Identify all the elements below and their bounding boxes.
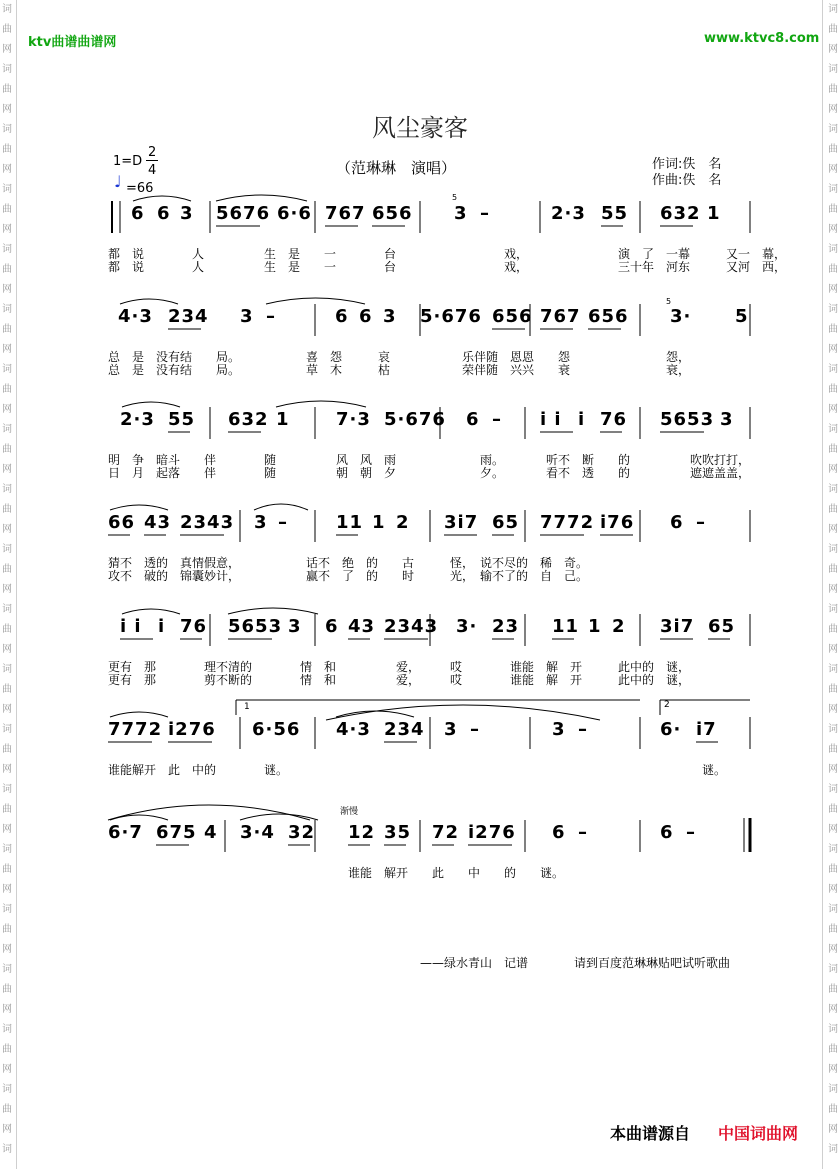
side-watermark-char: 词 bbox=[828, 424, 838, 435]
side-watermark-char: 曲 bbox=[828, 444, 838, 455]
side-watermark-char: 网 bbox=[2, 704, 12, 715]
side-watermark-char: 词 bbox=[2, 844, 12, 855]
phrase-slur bbox=[326, 705, 600, 720]
lyric-line: 更有 那 剪不断的 情 和 爱， 哎 谁能 解 开 此中的 谜， bbox=[108, 673, 691, 687]
side-watermark-char: 曲 bbox=[828, 24, 838, 35]
side-watermark-char: 曲 bbox=[2, 984, 12, 995]
side-watermark-char: 网 bbox=[828, 764, 838, 775]
note: 632 bbox=[228, 409, 269, 430]
note: 6·56 bbox=[252, 719, 301, 740]
listen-note: 请到百度范琳琳贴吧试听歌曲 bbox=[574, 956, 731, 970]
note: 35 bbox=[384, 822, 412, 843]
note: 3 bbox=[383, 306, 397, 327]
side-watermark-char: 词 bbox=[828, 1084, 838, 1095]
note: 1 bbox=[588, 616, 602, 637]
side-watermark-char: 曲 bbox=[828, 1044, 838, 1055]
side-watermark-char: 曲 bbox=[2, 1104, 12, 1115]
side-watermark-char: 词 bbox=[828, 184, 838, 195]
note: 76 bbox=[180, 616, 208, 637]
note: 5676 bbox=[216, 203, 271, 224]
side-watermark-char: 词 bbox=[2, 124, 12, 135]
side-watermark-char: 网 bbox=[2, 1004, 12, 1015]
side-watermark-char: 网 bbox=[2, 764, 12, 775]
side-watermark-char: 曲 bbox=[2, 384, 12, 395]
side-watermark-char: 曲 bbox=[2, 144, 12, 155]
note: 6 bbox=[131, 203, 145, 224]
side-watermark-char: 网 bbox=[2, 164, 12, 175]
side-watermark-char: 曲 bbox=[828, 564, 838, 575]
side-watermark-char: 词 bbox=[828, 904, 838, 915]
slur bbox=[110, 712, 168, 717]
note: 5 bbox=[735, 306, 749, 327]
note: 65 bbox=[708, 616, 736, 637]
side-watermark-char: 网 bbox=[828, 284, 838, 295]
side-watermark-char: 网 bbox=[828, 884, 838, 895]
side-watermark-char: 网 bbox=[2, 344, 12, 355]
side-watermark-char: 曲 bbox=[828, 804, 838, 815]
side-watermark-char: 网 bbox=[828, 44, 838, 55]
side-watermark-char: 曲 bbox=[828, 984, 838, 995]
note: 632 bbox=[660, 203, 701, 224]
lyricist: 作词:佚 名 bbox=[652, 157, 722, 172]
note: 6·7 bbox=[108, 822, 143, 843]
note: 5·676 bbox=[420, 306, 482, 327]
note: 4·3 bbox=[336, 719, 371, 740]
side-watermark-char: 曲 bbox=[828, 744, 838, 755]
side-watermark-char: 网 bbox=[828, 344, 838, 355]
side-watermark-char: 词 bbox=[828, 124, 838, 135]
note: 3 bbox=[288, 616, 302, 637]
side-watermark-char: 词 bbox=[2, 364, 12, 375]
side-watermark-char: 曲 bbox=[2, 324, 12, 335]
side-watermark-char: 网 bbox=[2, 104, 12, 115]
side-watermark-char: 网 bbox=[2, 464, 12, 475]
note: i276 bbox=[168, 719, 216, 740]
side-watermark-char: 词 bbox=[828, 4, 838, 15]
side-watermark-char: 词 bbox=[2, 784, 12, 795]
lyric-line: 总 是 没有结 局。 喜 怨 哀 乐伴随 恩恩 怨 怨， bbox=[108, 350, 691, 364]
grace-note-line1: 5 bbox=[452, 193, 458, 202]
side-watermark-char: 网 bbox=[828, 1004, 838, 1015]
lyric-line: 猜不 透的 真情假意， 话不 绝 的 古 怪， 说不尽的 稀 奇。 bbox=[108, 556, 589, 570]
side-watermark-char: 曲 bbox=[828, 264, 838, 275]
side-watermark-char: 曲 bbox=[828, 504, 838, 515]
note: i7 bbox=[696, 719, 717, 740]
side-watermark-char: 网 bbox=[828, 524, 838, 535]
side-watermark-char: 词 bbox=[828, 724, 838, 735]
note: 1 bbox=[372, 512, 386, 533]
side-watermark-char: 曲 bbox=[2, 24, 12, 35]
composer: 作曲:佚 名 bbox=[652, 173, 722, 188]
side-watermark-char: 曲 bbox=[2, 744, 12, 755]
slur bbox=[110, 505, 168, 510]
note: 656 bbox=[588, 306, 629, 327]
tempo-slow-mark: 渐慢 bbox=[340, 807, 359, 817]
side-watermark-char: 网 bbox=[828, 1064, 838, 1075]
note: 65 bbox=[492, 512, 520, 533]
watermark-left: ktv曲谱曲谱网 bbox=[28, 35, 117, 50]
lyric-line: 都 说 人 生 是 一 台 戏， 演 了 一幕 又一 幕， bbox=[108, 247, 787, 261]
note: 3 bbox=[180, 203, 194, 224]
slur bbox=[228, 608, 318, 614]
slur bbox=[122, 609, 180, 614]
note: i276 bbox=[468, 822, 516, 843]
side-watermark-char: 曲 bbox=[828, 384, 838, 395]
note: – bbox=[696, 512, 706, 533]
side-watermark-char: 词 bbox=[2, 4, 12, 15]
note: 767 bbox=[325, 203, 366, 224]
note: i i bbox=[120, 616, 142, 637]
key-signature: 1=D bbox=[113, 154, 143, 169]
note: 2343 bbox=[180, 512, 235, 533]
side-watermark-char: 曲 bbox=[828, 1104, 838, 1115]
side-watermark-char: 曲 bbox=[2, 864, 12, 875]
lyric-line: 总 是 没有结 局。 草 木 枯 荣伴随 兴兴 衰 衰， bbox=[108, 363, 691, 377]
slur bbox=[122, 402, 180, 407]
tempo-value: =66 bbox=[126, 181, 154, 196]
note: 4·3 bbox=[118, 306, 153, 327]
note: 675 bbox=[156, 822, 197, 843]
note: 12 bbox=[348, 822, 376, 843]
side-watermark-char: 网 bbox=[828, 944, 838, 955]
side-watermark-char: 词 bbox=[828, 964, 838, 975]
side-watermark-char: 网 bbox=[828, 224, 838, 235]
slur bbox=[276, 401, 366, 407]
side-watermark-char: 网 bbox=[2, 644, 12, 655]
side-watermark-char: 网 bbox=[828, 584, 838, 595]
note: 3i7 bbox=[660, 616, 695, 637]
lyric-line: 日 月 起落 伴 随 朝 朝 夕 夕。 看不 透 的 遮遮盖盖， bbox=[108, 466, 751, 480]
side-watermark-char: 词 bbox=[2, 544, 12, 555]
note: 3· bbox=[456, 616, 478, 637]
side-watermark-char: 词 bbox=[2, 424, 12, 435]
transcriber-credit: ——绿水青山 记谱 bbox=[420, 956, 529, 970]
side-watermark-char: 词 bbox=[2, 724, 12, 735]
side-watermark-char: 词 bbox=[2, 904, 12, 915]
note: 7772 bbox=[108, 719, 163, 740]
note: – bbox=[480, 203, 490, 224]
note: 5·676 bbox=[384, 409, 446, 430]
note: 76 bbox=[600, 409, 628, 430]
side-watermark-char: 曲 bbox=[828, 84, 838, 95]
note: 3·4 bbox=[240, 822, 275, 843]
note: 3 bbox=[552, 719, 566, 740]
side-watermark-char: 网 bbox=[828, 824, 838, 835]
source-name: 中国词曲网 bbox=[718, 1124, 799, 1143]
side-watermark-char: 词 bbox=[2, 484, 12, 495]
side-watermark-char: 网 bbox=[828, 644, 838, 655]
slur bbox=[133, 196, 191, 201]
side-watermark-char: 曲 bbox=[2, 444, 12, 455]
side-watermark-char: 曲 bbox=[2, 624, 12, 635]
side-watermark-char: 网 bbox=[828, 104, 838, 115]
side-watermark-char: 词 bbox=[828, 64, 838, 75]
side-watermark-char: 词 bbox=[2, 184, 12, 195]
side-watermark-char: 网 bbox=[2, 224, 12, 235]
side-watermark-char: 词 bbox=[828, 544, 838, 555]
side-watermark-char: 词 bbox=[2, 664, 12, 675]
note: 3 bbox=[454, 203, 468, 224]
side-watermark-char: 词 bbox=[828, 784, 838, 795]
side-watermark-char: 曲 bbox=[828, 924, 838, 935]
note: 3 bbox=[254, 512, 268, 533]
slur bbox=[266, 298, 365, 304]
note: 656 bbox=[492, 306, 533, 327]
side-watermark-char: 网 bbox=[2, 44, 12, 55]
note: 5653 bbox=[660, 409, 715, 430]
side-watermark-char: 网 bbox=[2, 824, 12, 835]
side-watermark-char: 曲 bbox=[2, 564, 12, 575]
time-signature-top: 2 bbox=[148, 145, 157, 160]
note: – bbox=[470, 719, 480, 740]
side-watermark-char: 词 bbox=[828, 484, 838, 495]
note: 2 bbox=[396, 512, 410, 533]
note: 6· bbox=[660, 719, 682, 740]
note: 2·3 bbox=[120, 409, 155, 430]
side-watermark-char: 曲 bbox=[2, 804, 12, 815]
note: 2·3 bbox=[551, 203, 586, 224]
note: 234 bbox=[168, 306, 209, 327]
note: – bbox=[492, 409, 502, 430]
side-watermark-char: 词 bbox=[828, 364, 838, 375]
time-signature-bottom: 4 bbox=[148, 163, 157, 178]
side-watermark-char: 网 bbox=[828, 164, 838, 175]
note: 7·3 bbox=[336, 409, 371, 430]
slur bbox=[216, 195, 307, 201]
side-watermark-char: 词 bbox=[828, 844, 838, 855]
note: 3· bbox=[670, 306, 692, 327]
side-watermark-char: 网 bbox=[828, 704, 838, 715]
note: 55 bbox=[168, 409, 196, 430]
note: 5653 bbox=[228, 616, 283, 637]
grace-note-line2: 5 bbox=[666, 297, 672, 306]
note: 656 bbox=[372, 203, 413, 224]
side-watermark-char: 网 bbox=[2, 584, 12, 595]
side-watermark-char: 词 bbox=[2, 964, 12, 975]
side-watermark-char: 曲 bbox=[828, 684, 838, 695]
side-watermark-char: 网 bbox=[2, 524, 12, 535]
note: 6 bbox=[466, 409, 480, 430]
side-watermark-char: 曲 bbox=[2, 1044, 12, 1055]
note: 2 bbox=[612, 616, 626, 637]
source-label: 本曲谱源自 bbox=[610, 1124, 691, 1143]
lyric-line: 谁能解开 此 中的 谜。 谜。 bbox=[108, 763, 727, 777]
song-title: 风尘豪客 bbox=[372, 114, 468, 142]
note: 234 bbox=[384, 719, 425, 740]
side-watermark-char: 词 bbox=[828, 664, 838, 675]
side-watermark-char: 词 bbox=[2, 604, 12, 615]
side-watermark-char: 词 bbox=[828, 1024, 838, 1035]
note: 6 bbox=[325, 616, 339, 637]
volta-1-label: 1 bbox=[244, 702, 250, 712]
note: 1 bbox=[276, 409, 290, 430]
note: 767 bbox=[540, 306, 581, 327]
note: 6·6 bbox=[277, 203, 312, 224]
note: – bbox=[278, 512, 288, 533]
lyric-line: 攻不 破的 锦囊妙计， 赢不 了 的 时 光， 输不了的 自 己。 bbox=[108, 569, 589, 583]
note: – bbox=[686, 822, 696, 843]
side-watermark-char: 网 bbox=[2, 1124, 12, 1135]
note: 1 bbox=[707, 203, 721, 224]
side-watermark-char: 词 bbox=[828, 244, 838, 255]
quarter-note-icon: ♩ bbox=[114, 172, 122, 191]
note: – bbox=[266, 306, 276, 327]
phrase-slur bbox=[108, 805, 310, 820]
side-watermark-char: 词 bbox=[2, 1084, 12, 1095]
note: i bbox=[158, 616, 166, 637]
lyric-line: 明 争 暗斗 伴 随 风 风 雨 雨。 听不 断 的 吹吹打打， bbox=[108, 453, 751, 467]
note: 43 bbox=[144, 512, 172, 533]
side-watermark-char: 词 bbox=[828, 1144, 838, 1155]
lyric-line: 谁能 解开 此 中 的 谜。 bbox=[348, 866, 565, 880]
note: 6 bbox=[552, 822, 566, 843]
note: 6 bbox=[157, 203, 171, 224]
note: 3 bbox=[240, 306, 254, 327]
note: 66 bbox=[108, 512, 136, 533]
slur bbox=[254, 504, 308, 510]
note: 11 bbox=[552, 616, 580, 637]
note: 2343 bbox=[384, 616, 439, 637]
side-watermark-char: 词 bbox=[828, 604, 838, 615]
side-watermark-char: 曲 bbox=[2, 924, 12, 935]
side-watermark-char: 曲 bbox=[2, 84, 12, 95]
lyric-line: 更有 那 理不清的 情 和 爱， 哎 谁能 解 开 此中的 谜， bbox=[108, 660, 691, 674]
note: i bbox=[578, 409, 586, 430]
side-watermark-char: 曲 bbox=[2, 204, 12, 215]
side-watermark-char: 网 bbox=[828, 404, 838, 415]
side-watermark-char: 曲 bbox=[828, 144, 838, 155]
side-watermark-char: 网 bbox=[828, 1124, 838, 1135]
slur bbox=[120, 299, 178, 304]
side-watermark-char: 词 bbox=[828, 304, 838, 315]
note: – bbox=[578, 822, 588, 843]
side-watermark-char: 曲 bbox=[828, 324, 838, 335]
note: 7772 bbox=[540, 512, 595, 533]
note: 3 bbox=[444, 719, 458, 740]
lyric-line: 都 说 人 生 是 一 台 戏， 三十年 河东 又河 西， bbox=[108, 260, 787, 274]
side-watermark-char: 词 bbox=[2, 64, 12, 75]
note: 23 bbox=[492, 616, 520, 637]
side-watermark-char: 曲 bbox=[828, 624, 838, 635]
note: 3 bbox=[720, 409, 734, 430]
note: 32 bbox=[288, 822, 316, 843]
side-watermark-char: 网 bbox=[2, 944, 12, 955]
singer: （范琳琳 演唱） bbox=[336, 159, 457, 177]
side-watermark-char: 网 bbox=[2, 1064, 12, 1075]
note: 6 bbox=[359, 306, 373, 327]
side-watermark-char: 曲 bbox=[828, 864, 838, 875]
side-watermark-char: 网 bbox=[2, 404, 12, 415]
side-watermark-char: 曲 bbox=[2, 684, 12, 695]
side-watermark-char: 网 bbox=[828, 464, 838, 475]
side-watermark-char: 词 bbox=[2, 1024, 12, 1035]
note: 43 bbox=[348, 616, 376, 637]
side-watermark-char: 曲 bbox=[828, 204, 838, 215]
note: 72 bbox=[432, 822, 460, 843]
watermark-right: www.ktvc8.com bbox=[704, 31, 820, 46]
note: i76 bbox=[600, 512, 635, 533]
side-watermark-char: 曲 bbox=[2, 504, 12, 515]
side-watermark-char: 网 bbox=[2, 884, 12, 895]
side-watermark-char: 词 bbox=[2, 1144, 12, 1155]
note: 4 bbox=[204, 822, 218, 843]
note: 6 bbox=[660, 822, 674, 843]
note: 6 bbox=[670, 512, 684, 533]
side-watermark-char: 曲 bbox=[2, 264, 12, 275]
volta-2-label: 2 bbox=[664, 700, 670, 710]
note: 55 bbox=[601, 203, 629, 224]
note: 6 bbox=[335, 306, 349, 327]
side-watermark-char: 词 bbox=[2, 304, 12, 315]
note: i i bbox=[540, 409, 562, 430]
note: 11 bbox=[336, 512, 364, 533]
side-watermark-char: 词 bbox=[2, 244, 12, 255]
note: 3i7 bbox=[444, 512, 479, 533]
note: – bbox=[578, 719, 588, 740]
side-watermark-char: 网 bbox=[2, 284, 12, 295]
